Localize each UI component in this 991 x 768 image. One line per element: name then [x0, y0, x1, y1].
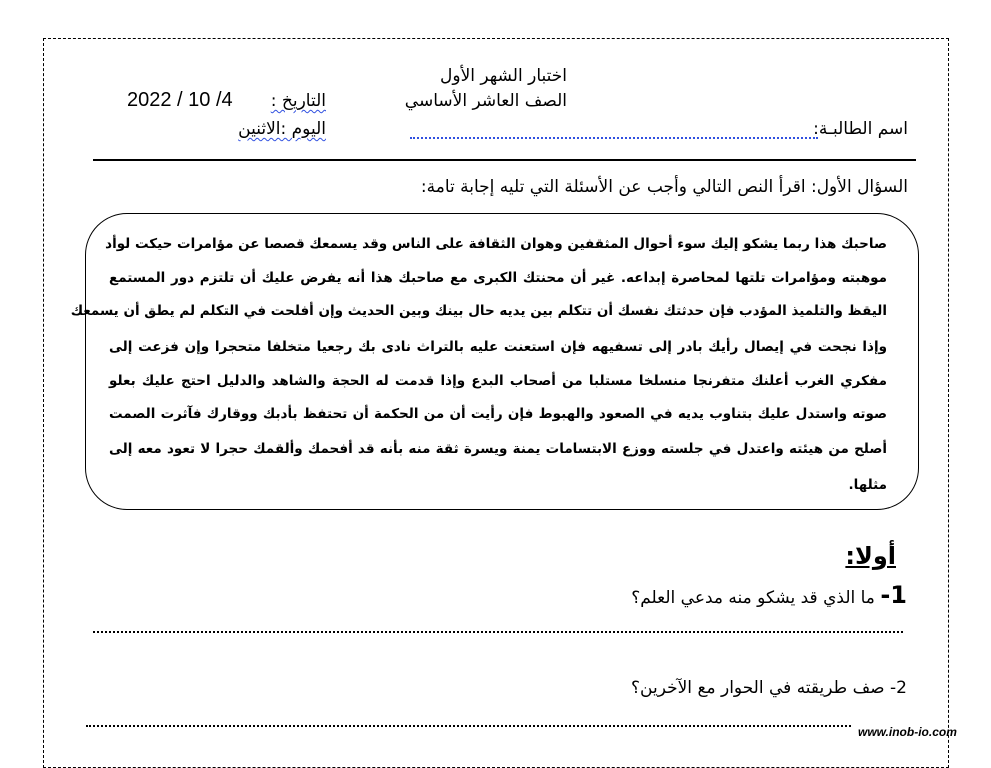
question-2	[631, 678, 907, 698]
passage-line: وإذا نجحت في إيصال رأيك بادر إلى تسفيهه فإن استعنت عليه بالتراث نادى بك رجعيا متخلفا متحجرا وإن فزعت إلى	[109, 339, 887, 355]
day-label: اليوم :الاثنين	[238, 119, 326, 139]
student-name-line	[410, 137, 818, 139]
date-value: 2022 / 10 /4	[127, 89, 233, 111]
passage-line: مفكري الغرب أعلنك متفرنجا منسلخا مستلبا من أصحاب البدع وإذا قدمت له الحجة والشاهد والدليل احتج عليك بعلو	[109, 373, 887, 389]
passage-line: موهبته ومؤامرات تلتها لمحاصرة إبداعه. غير أن محنتك الكبرى مع صاحبك هذا أنه يفرض عليك أن تلتزم دور المستمع	[109, 270, 887, 286]
student-name-label: اسم الطالبـة:	[813, 119, 908, 139]
passage-line: صوته واستدل عليك بتناوب يديه في الصعود والهبوط فإن رأيت أن من الحكمة أن تحتفظ بأدبك ووقارك فآثرت الصمت	[109, 406, 887, 422]
exam-title: اختبار الشهر الأول	[440, 66, 567, 86]
passage-line: اليقظ والتلميذ المؤدب فإن حدثتك نفسك أن تتكلم بين يديه حال بينك وبين الحديث وإن أفلحت في التكلم لم يطق أن يسمعك	[70, 303, 887, 319]
question-number: 2-	[890, 678, 907, 698]
passage-line: أصلح من هيئته واعتدل في جلسته ووزع الابتسامات يمنة ويسرة ثقة منه بأنه قد أفحمك وألقمك حجرا لا تعود معه إلى	[109, 441, 887, 457]
header-divider	[93, 159, 916, 161]
passage-line: صاحبك هذا ربما يشكو إليك سوء أحوال المثقفين وهوان الثقافة على الناس وقد يسمعك قصصا عن مؤامرات حيكت لوأد	[105, 236, 887, 252]
question-1	[631, 581, 907, 609]
passage-box	[70, 213, 919, 510]
section-heading: أولا:	[845, 542, 896, 570]
date-label: التاريخ :	[270, 91, 326, 111]
question-text: ما الذي قد يشكو منه مدعي العلم؟	[631, 588, 875, 608]
question-number: 1-	[880, 581, 907, 609]
answer-line[interactable]	[86, 725, 851, 727]
grade-label: الصف العاشر الأساسي	[404, 91, 567, 111]
question1-instruction: السؤال الأول: اقرأ النص التالي وأجب عن الأسئلة التي تليه إجابة تامة:	[420, 177, 908, 197]
watermark: www.inob-io.com	[858, 725, 957, 739]
answer-line[interactable]	[93, 631, 903, 633]
question-text: صف طريقته في الحوار مع الآخرين؟	[631, 678, 885, 698]
passage-line: مثلها.	[848, 477, 887, 493]
